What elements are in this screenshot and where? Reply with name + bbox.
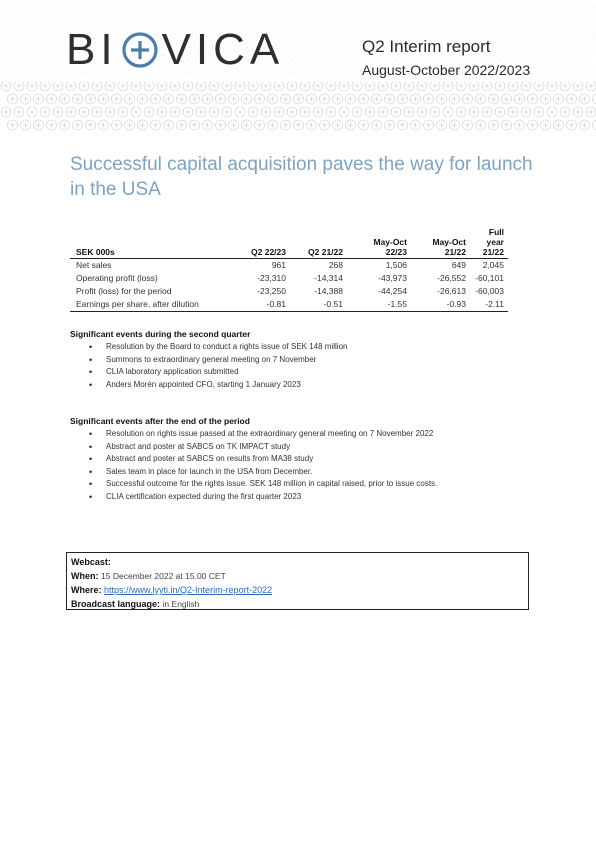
pattern-circle-plus-icon: [528, 94, 538, 104]
kpi-column-header-bottom: 21/22: [444, 247, 466, 257]
pattern-circle-plus-icon: [248, 107, 258, 117]
pattern-circle-plus-icon: [131, 81, 141, 91]
pattern-circle-plus-icon: [450, 120, 460, 130]
kpi-column-header: [347, 227, 411, 259]
list-item: • Abstract and poster at SABCS on results from MA38 study: [106, 453, 566, 466]
pattern-circle-plus-icon: [372, 120, 382, 130]
pattern-circle-plus-icon: [261, 107, 271, 117]
pattern-circle-plus-icon: [307, 120, 317, 130]
pattern-circle-plus-icon: [508, 107, 518, 117]
pattern-circle-plus-icon: [242, 120, 252, 130]
pattern-circle-plus-icon: [398, 120, 408, 130]
pattern-circle-plus-icon: [541, 120, 551, 130]
pattern-circle-plus-icon: [92, 81, 102, 91]
pattern-circle-plus-icon: [560, 107, 570, 117]
pattern-circle-plus-icon: [151, 94, 161, 104]
pattern-circle-plus-icon: [268, 94, 278, 104]
pattern-circle-plus-icon: [203, 94, 213, 104]
pattern-circle-plus-icon: [378, 107, 388, 117]
pattern-circle-plus-icon: [53, 81, 63, 91]
pattern-circle-plus-icon: [79, 81, 89, 91]
pattern-circle-plus-icon: [586, 107, 596, 117]
table-row: [70, 285, 508, 298]
kpi-column-header: [290, 227, 347, 259]
pattern-circle-plus-icon: [463, 120, 473, 130]
pattern-circle-plus-icon: [528, 120, 538, 130]
pattern-circle-plus-icon: [8, 94, 18, 104]
kpi-column-header-bottom: 21/22: [482, 247, 504, 257]
table-cell: -60,003: [475, 286, 504, 296]
pattern-circle-plus-icon: [450, 94, 460, 104]
kpi-column-header-bottom: SEK 000s: [76, 247, 115, 257]
pattern-circle-plus-icon: [560, 81, 570, 91]
pattern-circle-plus-icon: [294, 94, 304, 104]
pattern-circle-plus-icon: [40, 81, 50, 91]
table-cell: 649: [451, 260, 466, 270]
logo-text-left: BI: [66, 25, 118, 74]
pattern-circle-plus-icon: [125, 94, 135, 104]
logo-text-right: VICA: [161, 25, 285, 74]
table-cell: -43,973: [378, 273, 407, 283]
quarter-events-title: Significant events during the second quarter: [70, 329, 251, 339]
pattern-circle-plus-icon: [222, 81, 232, 91]
kpi-column-header: [70, 227, 220, 259]
pattern-circle-plus-icon: [508, 81, 518, 91]
pattern-circle-plus-icon: [469, 81, 479, 91]
pattern-circle-plus-icon: [593, 120, 596, 130]
pattern-circle-plus-icon: [463, 94, 473, 104]
pattern-circle-plus-icon: [73, 120, 83, 130]
pattern-circle-plus-icon: [144, 81, 154, 91]
pattern-circle-plus-icon: [424, 94, 434, 104]
webcast-where: [71, 583, 524, 597]
kpi-table: [70, 227, 508, 312]
kpi-column-header-top: May-Oct: [432, 237, 466, 247]
pattern-circle-plus-icon: [502, 120, 512, 130]
quarter-events-list: [70, 341, 566, 391]
webcast-language: [71, 597, 524, 611]
webcast-when: [71, 569, 524, 583]
pattern-circle-plus-icon: [300, 107, 310, 117]
pattern-circle-plus-icon: [417, 107, 427, 117]
pattern-circle-plus-icon: [469, 107, 479, 117]
webcast-language-label: Broadcast language:: [71, 599, 161, 609]
report-header: [0, 0, 596, 135]
after-events-list: [70, 428, 566, 504]
pattern-circle-plus-icon: [359, 120, 369, 130]
pattern-circle-plus-icon: [170, 107, 180, 117]
pattern-circle-plus-icon: [79, 107, 89, 117]
pattern-circle-plus-icon: [86, 94, 96, 104]
pattern-circle-plus-icon: [209, 81, 219, 91]
pattern-circle-plus-icon: [99, 94, 109, 104]
pattern-circle-plus-icon: [47, 94, 57, 104]
table-cell: 268: [328, 260, 343, 270]
pattern-circle-plus-icon: [157, 81, 167, 91]
pattern-circle-plus-icon: [1, 81, 11, 91]
table-cell: -0.51: [290, 298, 347, 312]
pattern-circle-plus-icon: [495, 81, 505, 91]
table-row-label: Operating profit (loss): [76, 273, 158, 283]
kpi-table-header: [70, 227, 508, 259]
pattern-circle-plus-icon: [476, 120, 486, 130]
pattern-circle-plus-icon: [482, 107, 492, 117]
pattern-circle-plus-icon: [385, 94, 395, 104]
kpi-column-header-top: May-Oct: [373, 237, 407, 247]
table-cell: -60,101: [475, 273, 504, 283]
pattern-circle-plus-icon: [164, 94, 174, 104]
pattern-circle-plus-icon: [235, 107, 245, 117]
pattern-circle-plus-icon: [66, 81, 76, 91]
pattern-circle-plus-icon: [261, 81, 271, 91]
pattern-circle-plus-icon: [372, 94, 382, 104]
pattern-circle-plus-icon: [21, 120, 31, 130]
pattern-circle-plus-icon: [242, 94, 252, 104]
pattern-circle-plus-icon: [105, 81, 115, 91]
pattern-circle-plus-icon: [229, 94, 239, 104]
pattern-circle-plus-icon: [534, 81, 544, 91]
pattern-circle-plus-icon: [326, 81, 336, 91]
pattern-circle-plus-icon: [34, 120, 44, 130]
pattern-circle-plus-icon: [27, 81, 37, 91]
table-cell: -23,250: [257, 286, 286, 296]
pattern-circle-plus-icon: [443, 81, 453, 91]
pattern-circle-plus-icon: [385, 120, 395, 130]
list-item: • CLIA laboratory application submitted: [106, 366, 566, 379]
pattern-circle-plus-icon: [502, 94, 512, 104]
pattern-circle-plus-icon: [430, 107, 440, 117]
table-cell: 2,045: [482, 260, 504, 270]
pattern-circle-plus-icon: [573, 107, 583, 117]
kpi-column-header-bottom: 22/23: [385, 247, 407, 257]
pattern-circle-plus-icon: [443, 107, 453, 117]
table-cell: -1.55: [347, 298, 411, 312]
pattern-circle-plus-icon: [294, 120, 304, 130]
pattern-circle-plus-icon: [183, 81, 193, 91]
pattern-circle-plus-icon: [541, 94, 551, 104]
pattern-circle-plus-icon: [424, 120, 434, 130]
table-cell: -26,613: [437, 286, 466, 296]
pattern-circle-plus-icon: [183, 107, 193, 117]
pattern-circle-plus-icon: [216, 120, 226, 130]
pattern-circle-plus-icon: [125, 120, 135, 130]
pattern-circle-plus-icon: [209, 107, 219, 117]
pattern-circle-plus-icon: [495, 107, 505, 117]
pattern-circle-plus-icon: [547, 81, 557, 91]
table-cell: 961: [271, 260, 286, 270]
pattern-circle-plus-icon: [307, 94, 317, 104]
table-row: [70, 272, 508, 285]
table-cell: -23,310: [257, 273, 286, 283]
pattern-circle-plus-icon: [203, 120, 213, 130]
webcast-box: [66, 552, 529, 610]
headline: Successful capital acquisition paves the way for launch in the USA: [70, 154, 533, 200]
pattern-circle-plus-icon: [14, 107, 24, 117]
pattern-circle-plus-icon: [196, 107, 206, 117]
pattern-circle-plus-icon: [326, 107, 336, 117]
pattern-circle-plus-icon: [66, 107, 76, 117]
list-item: • Successful outcome for the rights issue. SEK 148 million in capital raised, prior to issue costs.: [106, 478, 566, 491]
pattern-circle-plus-icon: [268, 120, 278, 130]
webcast-language-value: in English: [162, 599, 200, 609]
pattern-circle-plus-icon: [281, 120, 291, 130]
list-item: • Resolution on rights issue passed at the extraordinary general meeting on 7 November 2022: [106, 428, 566, 441]
list-item: • Resolution by the Board to conduct a rights issue of SEK 148 million: [106, 341, 566, 354]
pattern-circle-plus-icon: [320, 120, 330, 130]
pattern-circle-plus-icon: [1, 107, 11, 117]
webcast-link[interactable]: https://www.lyyti.in/Q2-Interim-report-2022: [104, 585, 273, 595]
pattern-circle-plus-icon: [339, 81, 349, 91]
pattern-circle-plus-icon: [346, 120, 356, 130]
pattern-circle-plus-icon: [86, 120, 96, 130]
report-title: Q2 Interim report: [362, 37, 491, 56]
list-item: • Sales team in place for launch in the USA from December.: [106, 466, 566, 479]
pattern-circle-plus-icon: [352, 81, 362, 91]
pattern-circle-plus-icon: [586, 81, 596, 91]
pattern-circle-plus-icon: [365, 107, 375, 117]
pattern-circle-plus-icon: [177, 94, 187, 104]
table-cell: -26,552: [437, 273, 466, 283]
pattern-circle-plus-icon: [430, 81, 440, 91]
pattern-circle-plus-icon: [151, 120, 161, 130]
pattern-circle-plus-icon: [580, 120, 590, 130]
pattern-circle-plus-icon: [138, 94, 148, 104]
pattern-circle-plus-icon: [177, 120, 187, 130]
pattern-circle-plus-icon: [365, 81, 375, 91]
webcast-title: Webcast:: [71, 557, 111, 567]
list-item: • Summons to extraordinary general meeting on 7 November: [106, 354, 566, 367]
pattern-circle-plus-icon: [404, 107, 414, 117]
pattern-circle-plus-icon: [27, 107, 37, 117]
pattern-circle-plus-icon: [92, 107, 102, 117]
pattern-circle-plus-icon: [216, 94, 226, 104]
pattern-circle-plus-icon: [300, 81, 310, 91]
logo-circle-plus-icon: [121, 31, 159, 69]
list-item: • CLIA certification expected during the first quarter 2023: [106, 491, 566, 504]
pattern-circle-plus-icon: [112, 120, 122, 130]
pattern-circle-plus-icon: [352, 107, 362, 117]
pattern-circle-plus-icon: [339, 107, 349, 117]
pattern-circle-plus-icon: [437, 120, 447, 130]
pattern-circle-plus-icon: [417, 81, 427, 91]
pattern-circle-plus-icon: [144, 107, 154, 117]
pattern-circle-plus-icon: [398, 94, 408, 104]
after-events-title: Significant events after the end of the period: [70, 416, 250, 426]
kpi-column-header-bottom: Q2 21/22: [308, 247, 343, 257]
table-cell: -2.11: [470, 298, 508, 312]
pattern-circle-plus-icon: [404, 81, 414, 91]
table-cell: 1,506: [385, 260, 407, 270]
pattern-circle-plus-icon: [593, 94, 596, 104]
pattern-circle-plus-icon: [170, 81, 180, 91]
pattern-circle-plus-icon: [515, 120, 525, 130]
pattern-circle-plus-icon: [112, 94, 122, 104]
pattern-circle-plus-icon: [190, 94, 200, 104]
pattern-circle-plus-icon: [580, 94, 590, 104]
pattern-circle-plus-icon: [118, 107, 128, 117]
pattern-circle-plus-icon: [105, 107, 115, 117]
pattern-circle-plus-icon: [411, 94, 421, 104]
pattern-circle-plus-icon: [21, 94, 31, 104]
table-cell: -0.81: [220, 298, 290, 312]
pattern-circle-plus-icon: [456, 107, 466, 117]
pattern-circle-plus-icon: [287, 81, 297, 91]
pattern-circle-plus-icon: [391, 81, 401, 91]
pattern-circle-plus-icon: [164, 120, 174, 130]
table-row: [70, 298, 508, 312]
pattern-circle-plus-icon: [437, 94, 447, 104]
pattern-circle-plus-icon: [255, 94, 265, 104]
pattern-circle-plus-icon: [40, 107, 50, 117]
table-row-label: Net sales: [76, 260, 112, 270]
pattern-circle-plus-icon: [196, 81, 206, 91]
pattern-circle-plus-icon: [190, 120, 200, 130]
kpi-column-header-bottom: Q2 22/23: [251, 247, 286, 257]
table-cell: -0.93: [411, 298, 470, 312]
kpi-column-header: [220, 227, 290, 259]
pattern-circle-plus-icon: [60, 120, 70, 130]
pattern-circle-plus-icon: [567, 120, 577, 130]
biovica-logo: [66, 26, 284, 74]
pattern-circle-plus-icon: [8, 120, 18, 130]
pattern-circle-plus-icon: [346, 94, 356, 104]
kpi-column-header-top: Full year: [486, 227, 504, 247]
table-cell: -44,254: [378, 286, 407, 296]
pattern-circle-plus-icon: [274, 81, 284, 91]
table-cell: -14,388: [314, 286, 343, 296]
table-row: [70, 259, 508, 273]
report-period: August-October 2022/2023: [362, 62, 531, 78]
pattern-circle-plus-icon: [476, 94, 486, 104]
webcast-when-value: 15 December 2022 at 15.00 CET: [101, 571, 226, 581]
pattern-circle-plus-icon: [274, 107, 284, 117]
list-item: • Abstract and poster at SABCS on TK IMPACT study: [106, 441, 566, 454]
pattern-circle-plus-icon: [515, 94, 525, 104]
pattern-circle-plus-icon: [567, 94, 577, 104]
kpi-column-header: [411, 227, 470, 259]
pattern-circle-plus-icon: [313, 107, 323, 117]
pattern-circle-plus-icon: [320, 94, 330, 104]
table-row-label: Profit (loss) for the period: [76, 286, 172, 296]
pattern-circle-plus-icon: [281, 94, 291, 104]
pattern-circle-plus-icon: [60, 94, 70, 104]
pattern-circle-plus-icon: [534, 107, 544, 117]
pattern-circle-plus-icon: [34, 94, 44, 104]
pattern-circle-plus-icon: [235, 81, 245, 91]
pattern-circle-plus-icon: [489, 94, 499, 104]
pattern-circle-plus-icon: [521, 81, 531, 91]
pattern-circle-plus-icon: [47, 120, 57, 130]
pattern-circle-plus-icon: [554, 120, 564, 130]
pattern-circle-plus-icon: [255, 120, 265, 130]
pattern-circle-plus-icon: [359, 94, 369, 104]
webcast-when-label: When:: [71, 571, 99, 581]
pattern-circle-plus-icon: [456, 81, 466, 91]
pattern-circle-plus-icon: [378, 81, 388, 91]
pattern-circle-plus-icon: [573, 81, 583, 91]
pattern-circle-plus-icon: [53, 107, 63, 117]
pattern-circle-plus-icon: [131, 107, 141, 117]
pattern-circle-plus-icon: [157, 107, 167, 117]
webcast-where-label: Where:: [71, 585, 102, 595]
table-cell: -14,314: [314, 273, 343, 283]
pattern-circle-plus-icon: [118, 81, 128, 91]
pattern-circle-plus-icon: [489, 120, 499, 130]
pattern-circle-plus-icon: [554, 94, 564, 104]
pattern-circle-plus-icon: [391, 107, 401, 117]
pattern-circle-plus-icon: [222, 107, 232, 117]
pattern-circle-plus-icon: [313, 81, 323, 91]
pattern-circle-plus-icon: [547, 107, 557, 117]
pattern-circle-plus-icon: [333, 120, 343, 130]
pattern-circle-plus-icon: [229, 120, 239, 130]
pattern-circle-plus-icon: [333, 94, 343, 104]
table-row-label: Earnings per share, after dilution: [70, 298, 220, 312]
pattern-circle-plus-icon: [411, 120, 421, 130]
pattern-circle-plus-icon: [99, 120, 109, 130]
pattern-circle-plus-icon: [482, 81, 492, 91]
list-item: • Anders Morén appointed CFO, starting 1 January 2023: [106, 379, 566, 392]
pattern-circle-plus-icon: [73, 94, 83, 104]
pattern-circle-plus-icon: [287, 107, 297, 117]
pattern-circle-plus-icon: [521, 107, 531, 117]
pattern-circle-plus-icon: [138, 120, 148, 130]
pattern-circle-plus-icon: [248, 81, 258, 91]
kpi-column-header: [470, 227, 508, 259]
pattern-circle-plus-icon: [14, 81, 24, 91]
